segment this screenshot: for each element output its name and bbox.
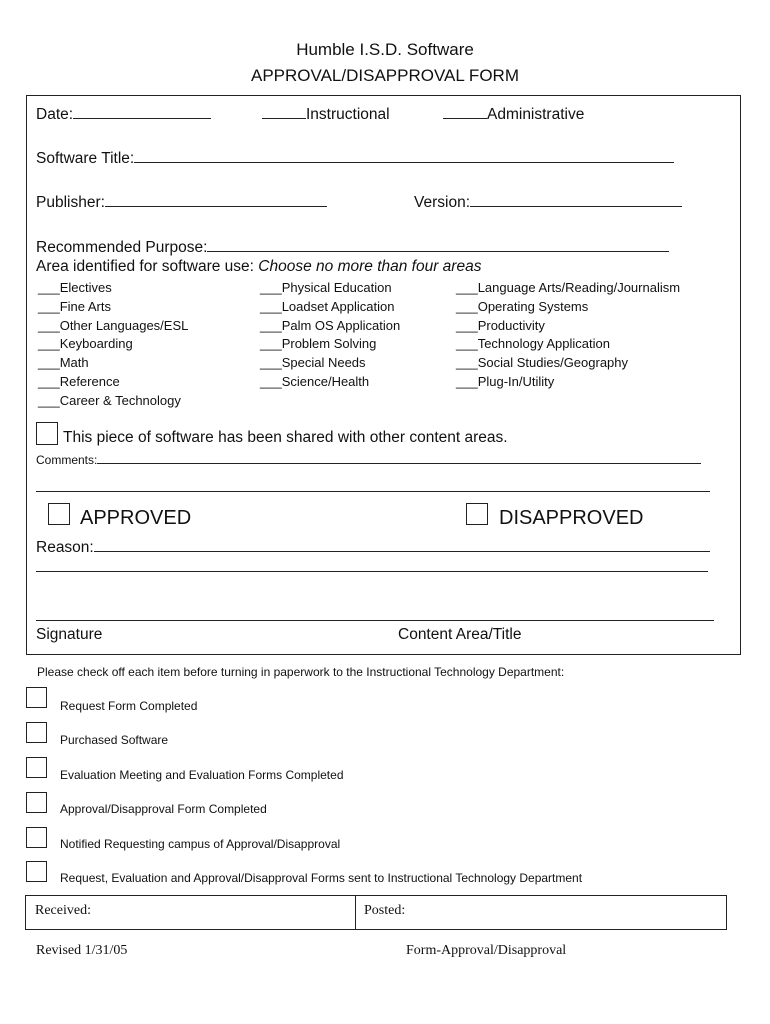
- disapproved-checkbox[interactable]: [466, 503, 488, 525]
- area-option[interactable]: ___Electives: [38, 280, 112, 295]
- reason-blank[interactable]: [94, 537, 710, 552]
- area-option[interactable]: ___Math: [38, 355, 89, 371]
- checklist-item: Purchased Software: [60, 733, 169, 747]
- checklist-checkbox[interactable]: [26, 861, 47, 882]
- reason-field[interactable]: [36, 537, 710, 557]
- recommended-purpose-field[interactable]: [36, 237, 669, 257]
- administrative-blank[interactable]: [443, 104, 487, 119]
- checklist-item: Request, Evaluation and Approval/Disapproval Forms sent to Instructional Technology Department: [60, 871, 583, 885]
- instructional-blank[interactable]: [262, 104, 306, 119]
- area-option[interactable]: ___Loadset Application: [260, 298, 395, 314]
- checklist-instruction: Please check off each item before turning in paperwork to the Instructional Technology Department:: [37, 665, 565, 679]
- area-option[interactable]: ___Other Languages/ESL: [38, 317, 189, 333]
- checklist-checkbox[interactable]: [26, 792, 47, 813]
- version-blank[interactable]: [470, 192, 682, 207]
- area-option[interactable]: ___Reference: [38, 373, 120, 389]
- area-option[interactable]: ___Fine Arts: [38, 298, 111, 314]
- administrative-label: Administrative: [487, 106, 585, 123]
- approved-checkbox[interactable]: [48, 503, 70, 525]
- comments-blank[interactable]: [97, 451, 701, 464]
- posted-box[interactable]: [355, 895, 727, 930]
- comments-label: Comments:: [36, 453, 98, 467]
- version-label: Version:: [414, 194, 471, 211]
- checklist-checkbox[interactable]: [26, 757, 47, 778]
- checklist-item: Request Form Completed: [60, 699, 198, 713]
- publisher-blank[interactable]: [105, 192, 327, 207]
- signature-label: Signature: [36, 626, 103, 643]
- date-blank[interactable]: [73, 104, 211, 119]
- checklist-checkbox[interactable]: [26, 827, 47, 848]
- disapproved-label: DISAPPROVED: [499, 507, 644, 529]
- area-option[interactable]: ___Science/Health: [260, 373, 370, 389]
- area-option[interactable]: ___Problem Solving: [260, 336, 377, 352]
- content-area-label: Content Area/Title: [398, 626, 522, 643]
- checklist-checkbox[interactable]: [26, 687, 47, 708]
- reason-label: Reason:: [36, 539, 94, 556]
- area-option[interactable]: ___Physical Education: [260, 280, 392, 295]
- area-option[interactable]: ___Social Studies/Geography: [456, 355, 629, 371]
- area-option[interactable]: ___Special Needs: [260, 355, 366, 371]
- approved-label: APPROVED: [80, 507, 192, 529]
- area-instruction: Choose no more than four areas: [258, 258, 482, 275]
- received-label: Received:: [35, 903, 91, 918]
- area-heading: [36, 258, 481, 276]
- area-option[interactable]: ___Career & Technology: [38, 392, 181, 408]
- publisher-label: Publisher:: [36, 194, 105, 211]
- form-name: Form-Approval/Disapproval: [406, 943, 567, 958]
- area-option[interactable]: ___Language Arts/Reading/Journalism: [456, 280, 681, 295]
- comments-field[interactable]: [36, 451, 701, 467]
- revised-date: Revised 1/31/05: [36, 943, 128, 958]
- area-label: Area identified for software use:: [36, 258, 254, 275]
- administrative-option[interactable]: [443, 104, 584, 124]
- shared-checkbox[interactable]: [36, 422, 58, 445]
- area-option[interactable]: ___Productivity: [456, 317, 545, 333]
- posted-label: Posted:: [364, 903, 406, 918]
- date-label: Date:: [36, 106, 74, 123]
- reason-line-2[interactable]: [36, 571, 708, 572]
- checklist-item: Notified Requesting campus of Approval/Disapproval: [60, 837, 341, 851]
- area-option[interactable]: ___Operating Systems: [456, 298, 589, 314]
- checklist-item: Evaluation Meeting and Evaluation Forms Completed: [60, 768, 344, 782]
- software-title-label: Software Title:: [36, 150, 135, 167]
- recommended-purpose-blank[interactable]: [207, 237, 669, 252]
- checklist-item: Approval/Disapproval Form Completed: [60, 802, 267, 816]
- instructional-label: Instructional: [306, 106, 390, 123]
- area-column-1: [38, 279, 188, 411]
- shared-text: This piece of software has been shared with other content areas.: [63, 429, 508, 446]
- date-field[interactable]: [36, 104, 211, 124]
- comments-line-2[interactable]: [36, 491, 710, 492]
- form-title-line-2: APPROVAL/DISAPPROVAL FORM: [251, 66, 519, 85]
- checklist-checkbox[interactable]: [26, 722, 47, 743]
- form-title-line-1: Humble I.S.D. Software: [296, 40, 474, 59]
- area-option[interactable]: ___Technology Application: [456, 336, 610, 352]
- area-option[interactable]: ___Plug-In/Utility: [456, 373, 555, 389]
- area-column-3: [456, 279, 680, 392]
- recommended-purpose-label: Recommended Purpose:: [36, 239, 208, 256]
- area-option[interactable]: ___Palm OS Application: [260, 317, 401, 333]
- area-column-2: [260, 279, 400, 392]
- version-field[interactable]: [414, 192, 682, 212]
- software-title-blank[interactable]: [134, 148, 674, 163]
- area-option[interactable]: ___Keyboarding: [38, 336, 133, 352]
- signature-line[interactable]: [36, 620, 714, 621]
- software-title-field[interactable]: [36, 148, 674, 168]
- publisher-field[interactable]: [36, 192, 327, 212]
- instructional-option[interactable]: [262, 104, 390, 124]
